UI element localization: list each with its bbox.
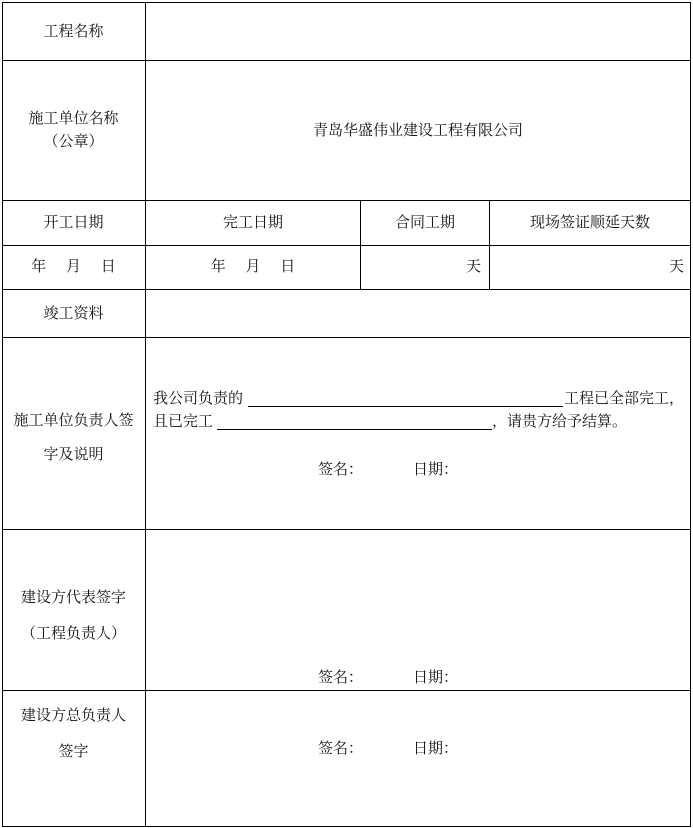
client-head-sign-field[interactable]: 签名： — [318, 739, 364, 757]
start-date-label: 开工日期 — [43, 213, 104, 231]
contractor-name-value: 青岛华盛伟业建设工程有限公司 — [312, 121, 523, 139]
start-date-field[interactable]: 年 月 日 — [31, 257, 116, 275]
row-divider — [2, 826, 691, 827]
site-extension-days-field[interactable]: 天 — [668, 257, 684, 275]
contract-period-label: 合同工期 — [394, 213, 455, 231]
contract-period-field[interactable]: 天 — [465, 257, 481, 275]
row-divider — [2, 337, 691, 338]
project-name-label: 工程名称 — [43, 22, 104, 40]
project-name-field[interactable] — [146, 21, 690, 41]
client-head-label-cont: 签字 — [58, 742, 89, 760]
row-divider — [2, 690, 691, 691]
contractor-sign-field[interactable]: 签名： — [318, 460, 364, 478]
project-blank-underline[interactable] — [248, 406, 563, 407]
contractor-sign-label: 施工单位负责人签 — [13, 411, 134, 429]
row-divider — [2, 200, 691, 201]
contractor-date-field[interactable]: 日期： — [413, 460, 459, 478]
row-divider — [2, 529, 691, 530]
col-divider — [690, 2, 691, 826]
client-rep-label: 建设方代表签字 — [20, 588, 126, 606]
site-extension-days-label: 现场签证顺延天数 — [529, 213, 650, 231]
contractor-name-label: 施工单位名称 — [28, 109, 119, 127]
statement-line1-prefix: 我公司负责的 — [153, 389, 244, 407]
statement-line1-suffix: 工程已全部完工， — [564, 389, 685, 407]
completion-docs-label: 竣工资料 — [43, 304, 104, 322]
row-divider — [2, 2, 691, 3]
client-head-date-field[interactable]: 日期： — [413, 739, 459, 757]
completion-docs-field[interactable] — [146, 303, 690, 323]
completion-blank-underline[interactable] — [217, 429, 492, 430]
completion-date-label: 完工日期 — [222, 213, 283, 231]
contractor-sign-label-cont: 字及说明 — [43, 445, 104, 463]
contractor-seal-label: （公章） — [43, 132, 104, 150]
row-divider — [2, 289, 691, 290]
statement-line2-suffix: ，请贵方给予结算。 — [492, 412, 628, 430]
completion-date-field[interactable]: 年 月 日 — [210, 257, 296, 275]
row-divider — [2, 245, 691, 246]
client-rep-date-field[interactable]: 日期： — [413, 668, 459, 686]
client-head-label: 建设方总负责人 — [20, 706, 126, 724]
statement-line2-prefix: 且已完工 — [153, 412, 214, 430]
row-divider — [2, 60, 691, 61]
client-rep-sign-field[interactable]: 签名： — [318, 668, 364, 686]
client-rep-role-label: （工程负责人） — [20, 624, 126, 642]
